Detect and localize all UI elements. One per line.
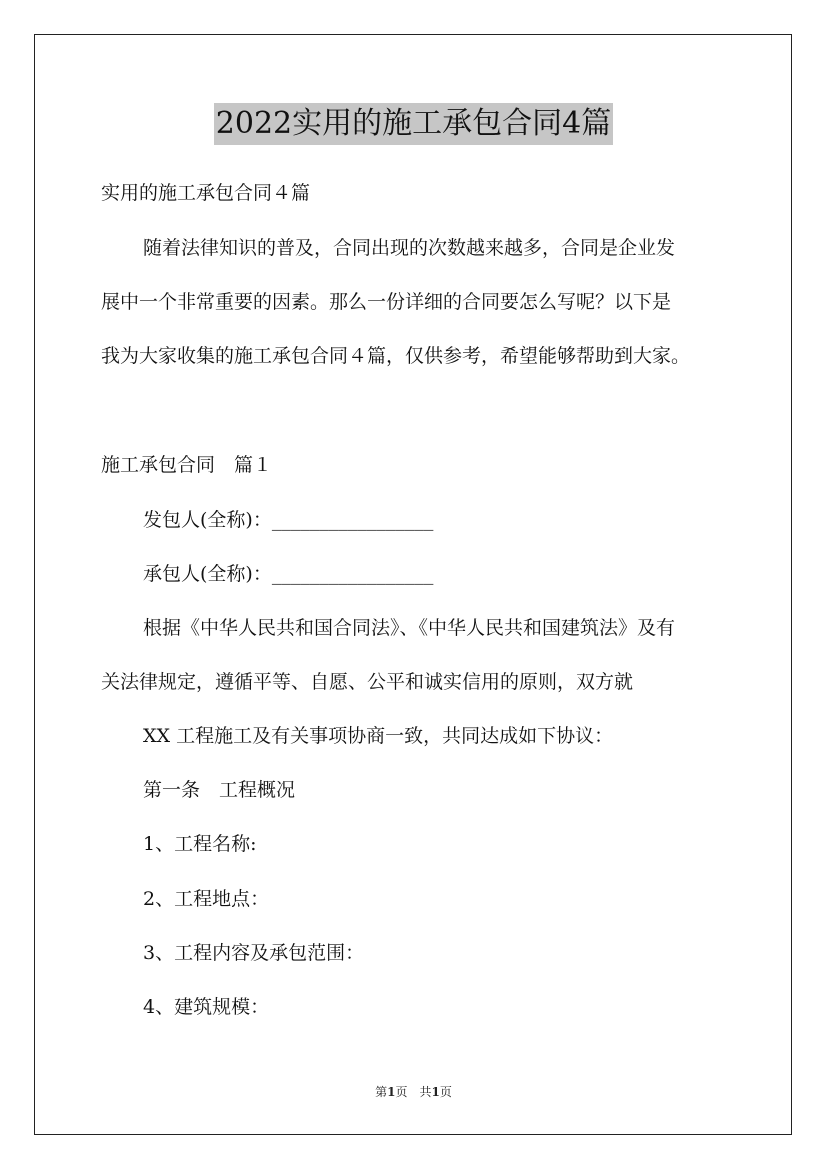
intro-line-3: 我为大家收集的施工承包合同４篇，仅供参考，希望能够帮助到大家。 <box>101 345 691 367</box>
contractor-field: 承包人(全称)：_________________ <box>143 563 434 585</box>
basis-line-2: 关法律规定，遵循平等、自愿、公平和诚实信用的原则，双方就 <box>101 671 634 693</box>
list-item-building-scale: 4、建筑规模： <box>143 996 270 1018</box>
list-item-project-scope: 3、工程内容及承包范围： <box>143 942 365 964</box>
basis-line-1: 根据《中华人民共和国合同法》、《中华人民共和国建筑法》及有 <box>143 617 676 639</box>
employer-field: 发包人(全称)：_________________ <box>143 509 434 531</box>
document-title-text: 2022实用的施工承包合同4篇 <box>214 103 613 145</box>
section-heading: 施工承包合同 篇１ <box>101 454 273 476</box>
intro-line-2: 展中一个非常重要的因素。那么一份详细的合同要怎么写呢？以下是 <box>101 291 672 313</box>
footer-page-number: 1 <box>387 1085 396 1099</box>
page-footer <box>0 1083 827 1101</box>
footer-total-pages: 1 <box>431 1085 440 1099</box>
footer-gap: 共 <box>407 1085 432 1099</box>
footer-total-unit: 页 <box>439 1085 452 1099</box>
intro-line-1: 随着法律知识的普及，合同出现的次数越来越多，合同是企业发 <box>143 237 676 259</box>
document-subtitle: 实用的施工承包合同４篇 <box>101 182 311 204</box>
list-item-project-location: 2、工程地点： <box>143 888 270 910</box>
article-one-heading: 第一条 工程概况 <box>143 779 296 801</box>
basis-line-3: XX 工程施工及有关事项协商一致，共同达成如下协议： <box>143 725 614 747</box>
footer-prefix: 第 <box>375 1085 388 1099</box>
document-title <box>0 100 827 145</box>
footer-page-unit: 页 <box>395 1085 408 1099</box>
list-item-project-name: 1、工程名称: <box>143 833 257 855</box>
